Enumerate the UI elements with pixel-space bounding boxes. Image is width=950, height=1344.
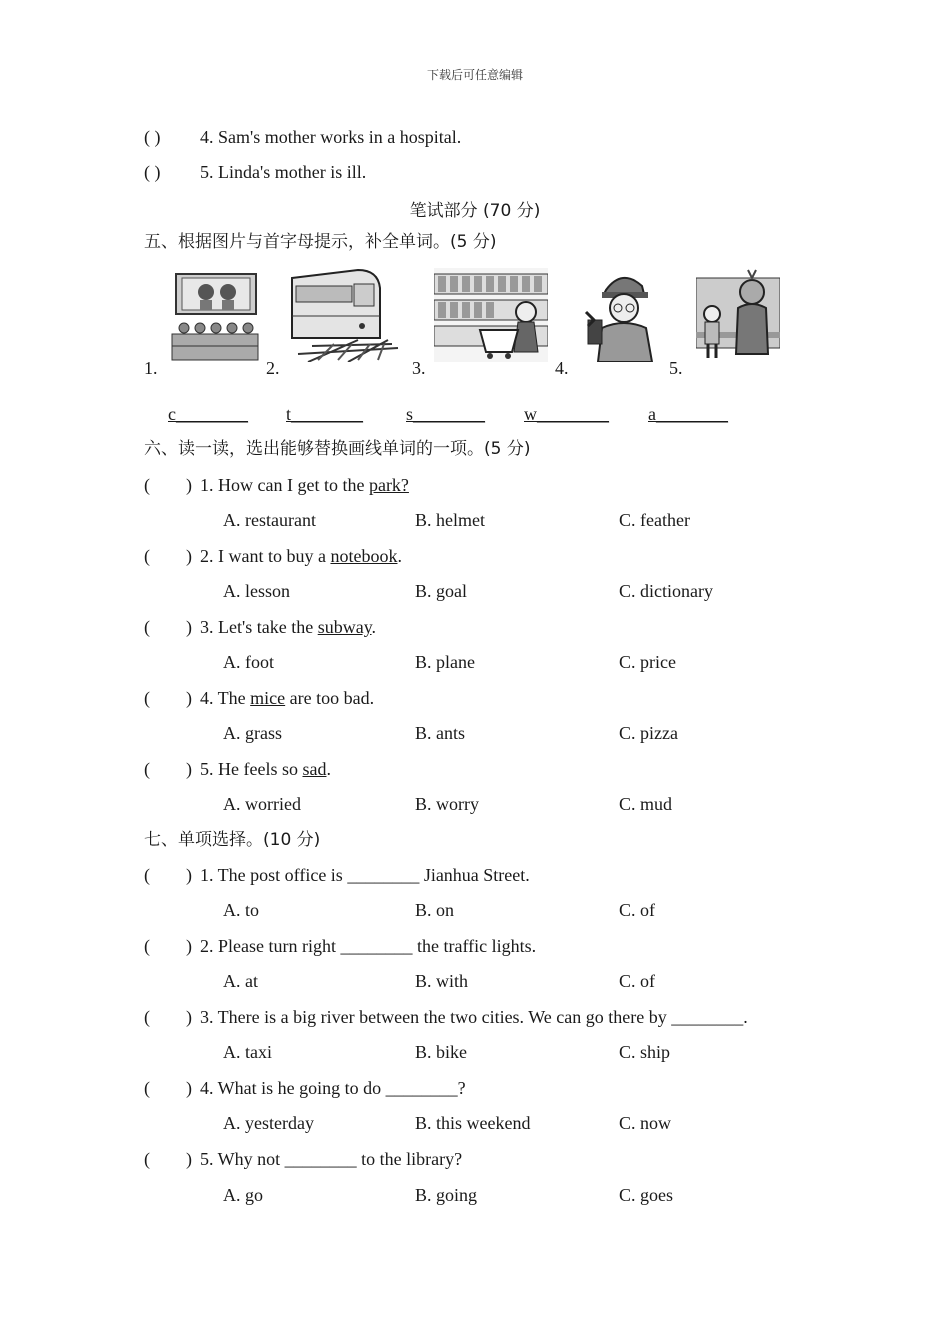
answer-paren[interactable]: ( ) xyxy=(144,546,192,566)
option-c[interactable]: C. ship xyxy=(619,1042,671,1062)
section6-title: 六、读一读，选出能够替换画线单词的一项。(5 分) xyxy=(144,439,531,459)
underlined-word: sad xyxy=(302,759,327,779)
option-a[interactable]: A. grass xyxy=(223,723,282,743)
page-header: 下载后可任意编辑 xyxy=(426,68,523,82)
item-text: 5. Linda's mother is ill. xyxy=(200,162,367,182)
option-c[interactable]: C. now xyxy=(619,1113,672,1133)
underlined-word: park? xyxy=(368,475,409,495)
option-b[interactable]: B. bike xyxy=(415,1042,467,1062)
picture-number-3: 3. xyxy=(412,358,426,378)
option-b[interactable]: B. goal xyxy=(415,581,467,601)
word-blank-5[interactable]: a________ xyxy=(648,404,728,424)
option-c[interactable]: C. pizza xyxy=(619,723,678,743)
section5-title: 五、根据图片与首字母提示，补全单词。(5 分) xyxy=(144,232,497,252)
option-c[interactable]: C. dictionary xyxy=(619,581,713,601)
option-a[interactable]: A. yesterday xyxy=(223,1113,314,1133)
question-text: 1. The post office is ________ Jianhua Street. xyxy=(200,865,530,885)
answer-paren[interactable]: ( ) xyxy=(144,162,161,182)
option-b[interactable]: B. going xyxy=(415,1185,478,1205)
option-a[interactable]: A. worried xyxy=(223,794,301,814)
option-b[interactable]: B. with xyxy=(415,971,469,991)
option-a[interactable]: A. lesson xyxy=(223,581,290,601)
word-blank-1[interactable]: c________ xyxy=(168,404,248,424)
answer-paren[interactable]: ( ) xyxy=(144,1078,192,1098)
section7-title: 七、单项选择。(10 分) xyxy=(144,830,321,850)
option-b[interactable]: B. helmet xyxy=(415,510,485,530)
picture-number-1: 1. xyxy=(144,358,158,378)
answer-paren[interactable]: ( ) xyxy=(144,759,192,779)
answer-paren[interactable]: ( ) xyxy=(144,617,192,637)
listening-item-5 xyxy=(144,161,366,183)
answer-paren[interactable]: ( ) xyxy=(144,1149,192,1169)
option-b[interactable]: B. ants xyxy=(415,723,466,743)
option-c[interactable]: C. of xyxy=(619,900,655,920)
question-text-end: . xyxy=(397,546,402,566)
question-text: 1. How can I get to the xyxy=(200,475,369,495)
written-part-title: 笔试部分 (70 分) xyxy=(409,201,541,221)
supermarket-picture xyxy=(434,268,548,362)
option-a[interactable]: A. at xyxy=(223,971,258,991)
option-b[interactable]: B. worry xyxy=(415,794,479,814)
option-c[interactable]: C. of xyxy=(619,971,655,991)
subway-train-picture xyxy=(288,268,410,362)
question-text: 4. What is he going to do ________? xyxy=(200,1078,466,1098)
section6-question-3 xyxy=(144,616,376,638)
picture-number-5: 5. xyxy=(669,358,683,378)
question-text: 5. He feels so xyxy=(200,759,303,779)
question-text-end: . xyxy=(371,617,377,637)
option-a[interactable]: A. foot xyxy=(223,652,274,672)
cinema-picture xyxy=(170,268,260,362)
question-text: 2. I want to buy a xyxy=(200,546,331,566)
option-a[interactable]: A. taxi xyxy=(223,1042,272,1062)
underlined-word: subway xyxy=(317,617,372,637)
section7-question-4 xyxy=(144,1077,466,1099)
underlined-word: mice xyxy=(250,688,286,708)
question-text: 3. There is a big river between the two cities. We can go there by ________. xyxy=(200,1007,748,1027)
option-c[interactable]: C. feather xyxy=(619,510,690,530)
answer-paren[interactable]: ( ) xyxy=(144,127,161,147)
question-text-end: are too bad. xyxy=(285,688,375,708)
question-text: 5. Why not ________ to the library? xyxy=(200,1149,463,1169)
answer-paren[interactable]: ( ) xyxy=(144,936,192,956)
option-c[interactable]: C. mud xyxy=(619,794,673,814)
worker-picture xyxy=(582,268,662,362)
option-b[interactable]: B. this weekend xyxy=(415,1113,531,1133)
question-text: 3. Let's take the xyxy=(200,617,318,637)
answer-paren[interactable]: ( ) xyxy=(144,475,192,495)
listening-item-4 xyxy=(144,126,461,148)
question-text: 4. The xyxy=(200,688,251,708)
underlined-word: notebook xyxy=(330,546,398,566)
section7-question-2 xyxy=(144,935,536,957)
item-text: 4. Sam's mother works in a hospital. xyxy=(200,127,462,147)
answer-paren[interactable]: ( ) xyxy=(144,1007,192,1027)
option-b[interactable]: B. plane xyxy=(415,652,475,672)
question-text: 2. Please turn right ________ the traffic lights. xyxy=(200,936,537,956)
answer-paren[interactable]: ( ) xyxy=(144,865,192,885)
question-text-end: . xyxy=(326,759,331,779)
option-c[interactable]: C. goes xyxy=(619,1185,673,1205)
option-c[interactable]: C. price xyxy=(619,652,676,672)
option-b[interactable]: B. on xyxy=(415,900,455,920)
word-blank-2[interactable]: t________ xyxy=(286,404,364,424)
picture-number-2: 2. xyxy=(266,358,280,378)
section6-question-4 xyxy=(144,687,374,709)
section7-question-3 xyxy=(144,1006,748,1028)
section7-question-5 xyxy=(144,1148,462,1170)
answer-paren[interactable]: ( ) xyxy=(144,688,192,708)
option-a[interactable]: A. restaurant xyxy=(223,510,316,530)
section7-question-1 xyxy=(144,864,530,886)
option-a[interactable]: A. go xyxy=(223,1185,263,1205)
section6-question-5 xyxy=(144,758,331,780)
section6-question-2 xyxy=(144,545,402,567)
word-blank-4[interactable]: w________ xyxy=(524,404,609,424)
grandma-child-picture xyxy=(696,268,780,362)
option-a[interactable]: A. to xyxy=(223,900,259,920)
word-blank-3[interactable]: s________ xyxy=(406,404,486,424)
section6-question-1 xyxy=(144,474,409,496)
picture-number-4: 4. xyxy=(555,358,569,378)
